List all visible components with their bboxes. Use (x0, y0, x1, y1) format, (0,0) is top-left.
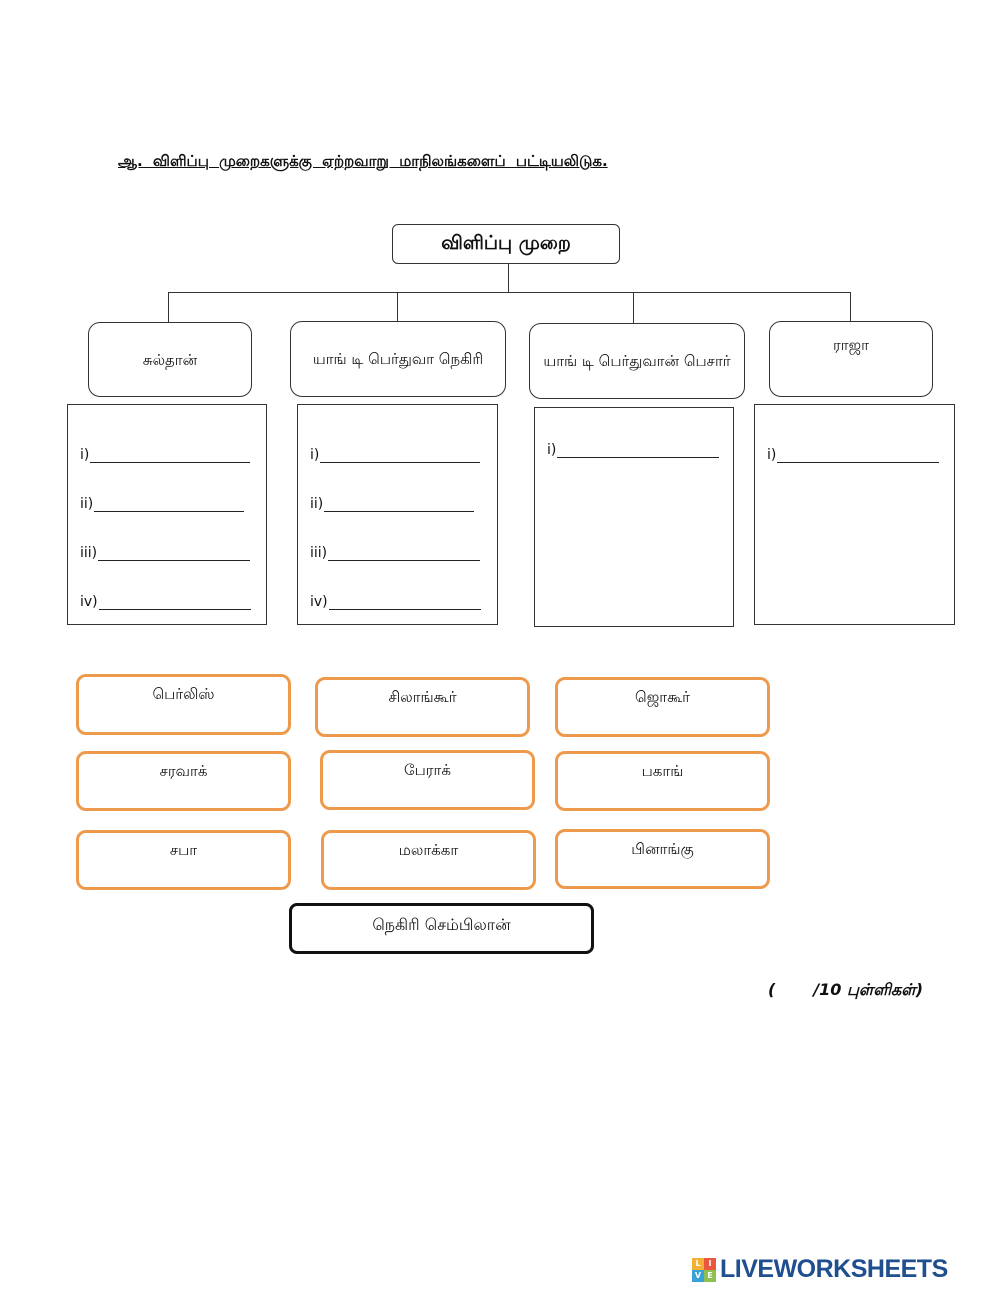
branch-connector-2 (397, 292, 398, 322)
answer-blank-1[interactable]: i) (767, 447, 939, 463)
category-yang-di-pertuan-besar (529, 323, 745, 399)
answer-blank-1[interactable]: i) (310, 447, 480, 463)
option-melaka[interactable]: மலாக்கா (321, 830, 536, 890)
liveworksheets-logo-text: LIVEWORKSHEETS (720, 1255, 948, 1283)
option-sabah[interactable]: சபா (76, 830, 291, 890)
category-label: யாங் டி பெர்துவா நெகிரி (312, 350, 484, 368)
category-label: சுல்தான் (142, 350, 198, 369)
category-label: யாங் டி பெர்துவான் பெசார் (543, 352, 731, 370)
answer-box-raja (754, 404, 955, 625)
answer-box-yang-di-pertua-negeri (297, 404, 498, 625)
root-connector (508, 264, 509, 292)
root-node-label: விளிப்பு முறை (441, 231, 571, 254)
answer-blank-4[interactable]: iv) (80, 594, 251, 610)
answer-blank-2[interactable]: ii) (310, 496, 474, 512)
liveworksheets-logo (692, 1255, 948, 1284)
worksheet-heading: ஆ. விளிப்பு முறைகளுக்கு ஏற்றவாறு மாநிலங்களைப் பட்டியலிடுக. (118, 152, 608, 170)
category-yang-di-pertua-negeri (290, 321, 506, 397)
answer-blank-4[interactable]: iv) (310, 594, 481, 610)
answer-blank-1[interactable]: i) (547, 442, 719, 458)
liveworksheets-logo-icon: L I V E (692, 1258, 716, 1282)
score-label: ( /10 புள்ளிகள்) (768, 980, 924, 999)
answer-blank-3[interactable]: iii) (310, 545, 480, 561)
answer-blank-3[interactable]: iii) (80, 545, 250, 561)
category-label: ராஜா (833, 336, 869, 354)
option-selangor[interactable]: சிலாங்கூர் (315, 677, 530, 737)
branch-connector-4 (850, 292, 851, 321)
option-pahang[interactable]: பகாங் (555, 751, 770, 811)
category-sultan (88, 322, 252, 397)
answer-box-yang-di-pertuan-besar (534, 407, 734, 627)
answer-blank-1[interactable]: i) (80, 447, 250, 463)
branch-connector-1 (168, 292, 169, 322)
horizontal-connector (168, 292, 850, 293)
option-negeri-sembilan[interactable]: நெகிரி செம்பிலான் (289, 903, 594, 954)
option-perak[interactable]: பேராக் (320, 750, 535, 810)
root-node (392, 224, 620, 264)
answer-box-sultan (67, 404, 267, 625)
answer-blank-2[interactable]: ii) (80, 496, 244, 512)
branch-connector-3 (633, 292, 634, 323)
category-raja (769, 321, 933, 397)
option-penang[interactable]: பினாங்கு (555, 829, 770, 889)
option-johor[interactable]: ஜொகூர் (555, 677, 770, 737)
option-sarawak[interactable]: சரவாக் (76, 751, 291, 811)
option-perlis[interactable]: பெர்லிஸ் (76, 674, 291, 735)
